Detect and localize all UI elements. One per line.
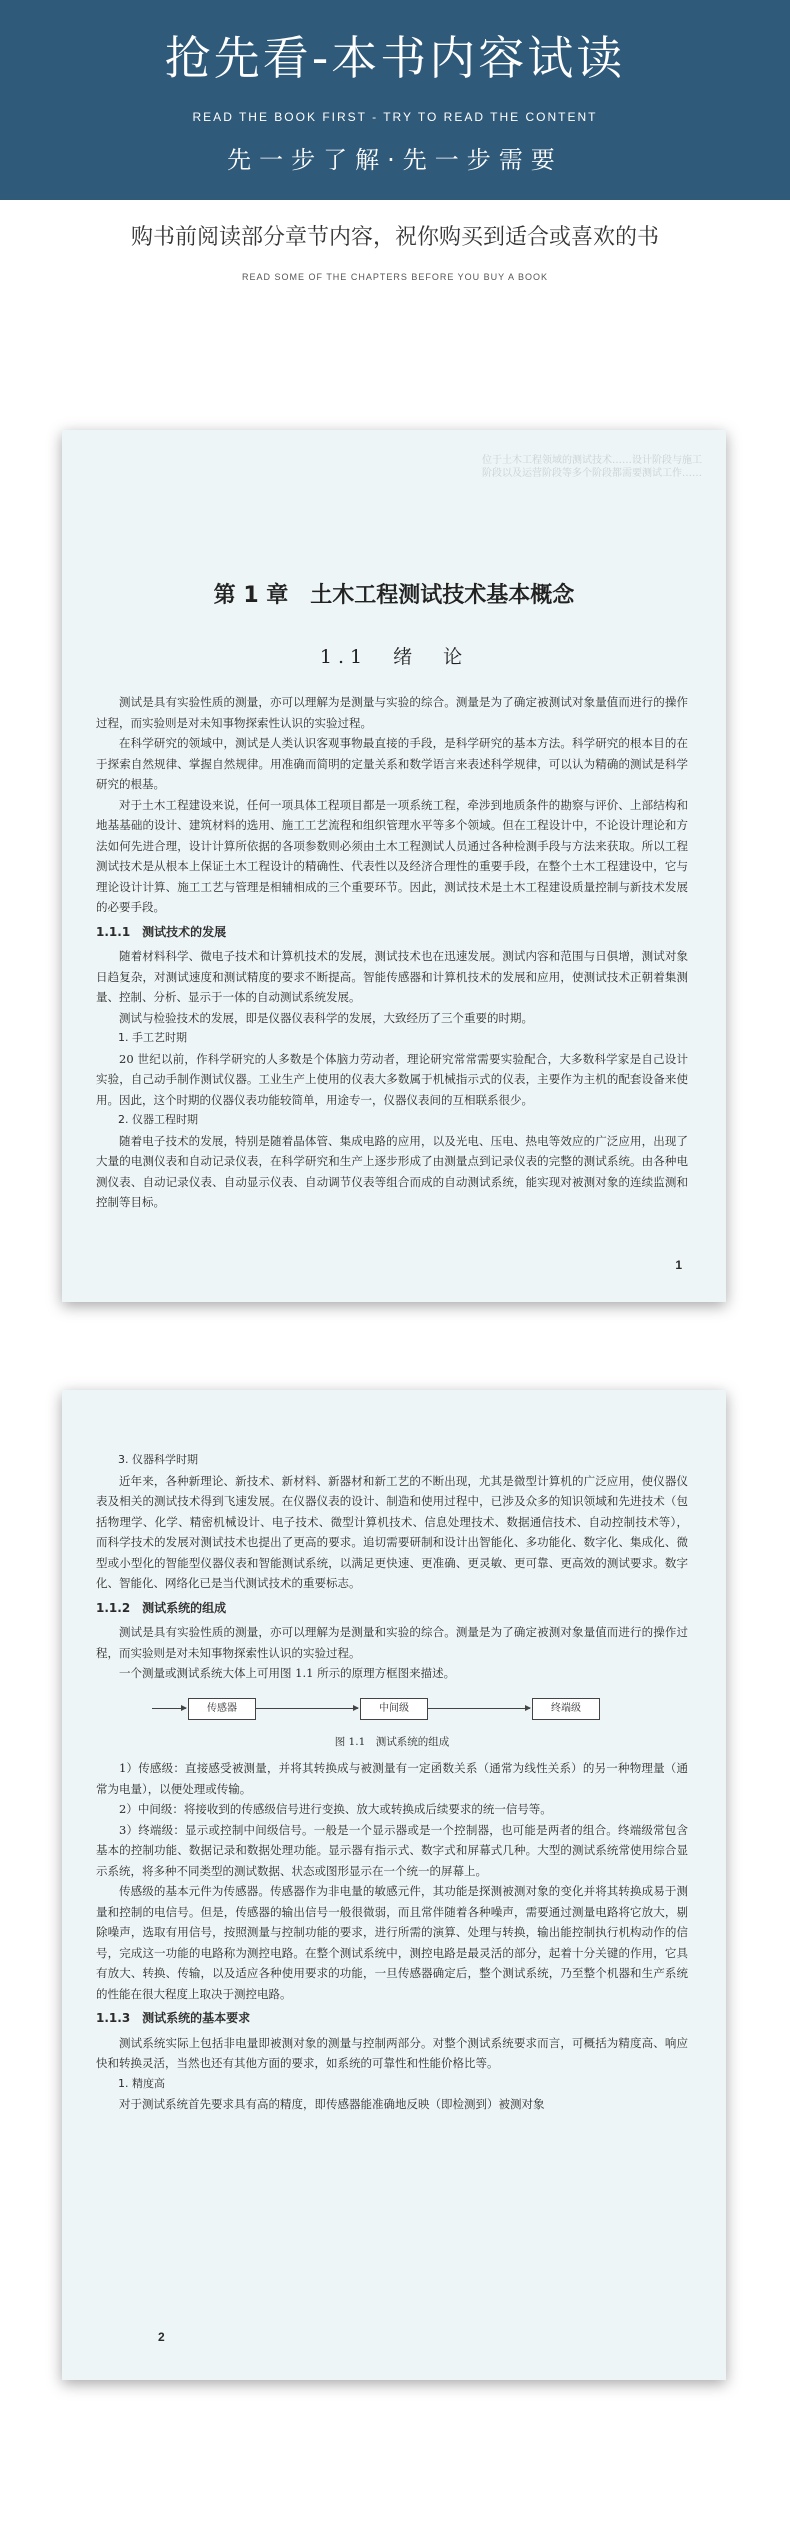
list-item: 2）中间级：将接收到的传感级信号进行变换、放大或转换成后续要求的统一信号等。	[119, 1802, 552, 1816]
paragraph: 一个测量或测试系统大体上可用图 1.1 所示的原理方框图来描述。	[119, 1666, 456, 1680]
box-sensor: 传感器	[188, 1698, 256, 1720]
page-number: 2	[158, 2330, 165, 2344]
banner-subtitle: READ THE BOOK FIRST - TRY TO READ THE CONTENT	[192, 110, 598, 124]
period-heading: 1. 手工艺时期	[118, 1031, 187, 1044]
intro-text-en: READ SOME OF THE CHAPTERS BEFORE YOU BUY A BOOK	[241, 272, 549, 282]
banner-title: 抢先看-本书内容试读	[164, 31, 626, 85]
book-page-2	[62, 1390, 726, 2380]
arrow	[428, 1708, 530, 1709]
list-item: 1）传感级：直接感受被测量，并将其转换成与被测量有一定函数关系（通常为线性关系）的另一种物理量（通常为电量），以便处理或传输。	[96, 1761, 688, 1796]
section-title: 1.1 绪 论	[319, 646, 469, 668]
box-terminal: 终端级	[532, 1698, 600, 1720]
period-heading: 3. 仪器科学时期	[118, 1453, 198, 1466]
paragraph: 对于土木工程建设来说，任何一项具体工程项目都是一项系统工程，牵涉到地质条件的勘察与评价、上部结构和地基基础的设计、建筑材料的选用、施工工艺流程和组织管理水平等多个领域。但在工程设计中，不论设计理论和方法如何先进合理，设计计算所依据的各项参数则必须由土木工程测试人员通过各种检测手段与方法来获取。所以工程测试技术是从根本上保证土木工程设计的精确性、代表性以及经济合理性的重要手段，在整个土木工程建设中，它与理论设计计算、施工工艺与管理是相辅相成的三个重要环节。因此，测试技术是土木工程建设质量控制与新技术发展的必要手段。	[96, 797, 688, 914]
paragraph: 测试与检验技术的发展，即是仪器仪表科学的发展，大致经历了三个重要的时期。	[119, 1010, 533, 1025]
paragraph: 测试是具有实验性质的测量，亦可以理解为是测量和实验的综合。测量是为了确定被测对象量值而进行的操作过程，而实验则是对未知事物探索性认识的实验过程。	[96, 1625, 688, 1660]
page-1-body	[96, 692, 688, 1213]
paragraph: 随着电子技术的发展，特别是随着晶体管、集成电路的应用，以及光电、压电、热电等效应的广泛应用，出现了大量的电测仪表和自动记录仪表，在科学研究和生产上逐步形成了由测量点到记录仪表的完整的测试系统。由各种电测仪表、自动记录仪表、自动显示仪表、自动调节仪表等组合而成的自动测试系统，能实现对被测对象的连续监测和控制等目标。	[96, 1133, 688, 1209]
page-2-body	[96, 1450, 688, 2115]
header-banner	[0, 0, 790, 200]
subsection-heading: 1.1.3 测试系统的基本要求	[96, 2011, 251, 2025]
paragraph: 传感级的基本元件为传感器。传感器作为非电量的敏感元件，其功能是探测被测对象的变化并将其转换成易于测量和控制的电信号。但是，传感器的输出信号一般很微弱，而且常伴随着各种噪声，需要通过测量电路将它放大，剔除噪声，选取有用信号，按照测量与控制功能的要求，进行所需的演算、处理与转换，输出能控制执行机构动作的信号，完成这一功能的电路称为测控电路。在整个测试系统中，测控电路是最灵活的部分，起着十分关键的作用，它具有放大、转换、传输，以及适应各种使用要求的功能，一旦传感器确定后，整个测试系统，乃至整个机器和生产系统的性能在很大程度上取决于测控电路。	[96, 1884, 688, 2001]
arrow	[256, 1708, 358, 1709]
requirement-heading: 1. 精度高	[118, 2076, 165, 2090]
paragraph: 测试系统实际上包括非电量即被测对象的测量与控制两部分。对整个测试系统要求而言，可概括为精度高、响应快和转换灵活，当然也还有其他方面的要求，如系统的可靠性和性能价格比等。	[96, 2035, 688, 2070]
subsection-heading: 1.1.2 测试系统的组成	[96, 1600, 227, 1615]
page-number: 1	[675, 1258, 682, 1272]
period-heading: 2. 仪器工程时期	[118, 1113, 198, 1126]
box-intermediate: 中间级	[360, 1698, 428, 1720]
figure-caption: 图 1.1 测试系统的组成	[334, 1735, 450, 1748]
subsection-heading: 1.1.1 测试技术的发展	[96, 924, 227, 939]
paragraph: 近年来，各种新理论、新技术、新材料、新器材和新工艺的不断出现，尤其是微型计算机的广泛应用，使仪器仪表及相关的测试技术得到飞速发展。在仪器仪表的设计、制造和使用过程中，已涉及众多的知识领域和先进技术（包括物理学、化学、精密机械设计、电子技术、微型计算机技术、信息处理技术、数据通信技术、自动控制技术等），而科学技术的发展对测试技术也提出了更高的要求。追切需要研制和设计出智能化、多功能化、数字化、集成化、微型或小型化的智能型仪器仪表和智能测试系统，以满足更快速、更准确、更灵敏、更可靠、更高效的测试要求。数字化、智能化、网络化已是当代测试技术的重要标志。	[96, 1473, 688, 1590]
paragraph: 在科学研究的领域中，测试是人类认识客观事物最直接的手段，是科学研究的基本方法。科学研究的根本目的在于探索自然规律、掌握自然规律。用准确而简明的定量关系和数学语言来表述科学规律，可以认为精确的测试是科学研究的根基。	[96, 736, 688, 791]
bleed-through-text: 位于土木工程领域的测试技术……设计阶段与施工阶段以及运营阶段等多个阶段都需要测试工作……	[482, 455, 702, 479]
banner-tagline: 先一步了解·先一步需要	[227, 146, 563, 174]
chapter-title: 第 1 章 土木工程测试技术基本概念	[213, 583, 575, 608]
intro-text: 购书前阅读部分章节内容，祝你购买到适合或喜欢的书	[130, 225, 659, 250]
system-block-diagram	[96, 1692, 688, 1730]
list-item: 3）终端级：显示或控制中间级信号。一般是一个显示器或是一个控制器，也可能是两者的组合。终端级常包含基本的控制功能、数据记录和数据处理功能。显示器有指示式、数字式和屏幕式几种。大型的测试系统常使用综合显示系统，将多种不同类型的测试数据、状态或图形显示在一个统一的屏幕上。	[96, 1822, 688, 1878]
arrow-in	[152, 1708, 186, 1709]
book-page-1	[62, 430, 726, 1302]
paragraph: 对于测试系统首先要求具有高的精度，即传感器能准确地反映（即检测到）被测对象	[119, 2097, 545, 2111]
paragraph: 随着材料科学、微电子技术和计算机技术的发展，测试技术也在迅速发展。测试内容和范围与日俱增，测试对象日趋复杂，对测试速度和测试精度的要求不断提高。智能传感器和计算机技术的发展和应用，使测试技术正朝着集测量、控制、分析、显示于一体的自动测试系统发展。	[96, 949, 688, 1004]
paragraph: 20 世纪以前，作科学研究的人多数是个体脑力劳动者，理论研究常常需要实验配合，大多数科学家是自己设计实验，自己动手制作测试仪器。工业生产上使用的仪表大多数属于机械指示式的仪表，主要作为主机的配套设备来使用。因此，这个时期的仪器仪表功能较简单，用途专一，仪器仪表间的互相联系很少。	[96, 1051, 688, 1107]
paragraph: 测试是具有实验性质的测量，亦可以理解为是测量与实验的综合。测量是为了确定被测试对象量值而进行的操作过程，而实验则是对未知事物探索性认识的实验过程。	[96, 695, 688, 730]
